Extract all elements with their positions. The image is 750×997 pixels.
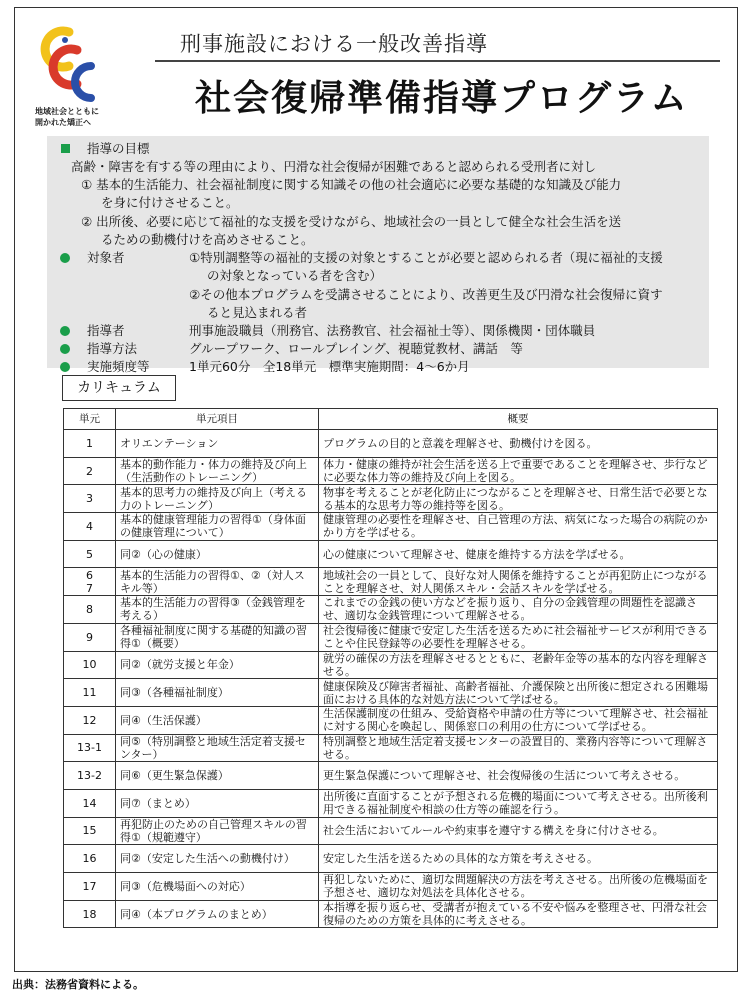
table-row <box>64 873 718 901</box>
item-cell: オリエンテーション <box>116 430 319 458</box>
item-cell: 基本的動作能力・体力の維持及び向上（生活動作のトレーニング） <box>116 457 319 485</box>
table-row <box>64 430 718 458</box>
curriculum-table <box>63 408 718 928</box>
unit-cell: 15 <box>64 817 116 845</box>
square-bullet-icon <box>61 144 70 153</box>
circle-bullet-icon <box>60 253 70 263</box>
source-note: 出典：法務省資料による。 <box>12 978 144 991</box>
item-cell: 基本的健康管理能力の習得①（身体面の健康管理について） <box>116 513 319 541</box>
goal-line: るための動機付けを高めさせること。 <box>101 232 314 247</box>
summary-cell: これまでの金銭の使い方などを振り返り、自分の金銭管理の問題性を認識させ、適切な金銭管理について理解させる。 <box>319 596 718 624</box>
item-cell: 同②（就労支援と年金） <box>116 651 319 679</box>
summary-cell: 更生緊急保護について理解させ、社会復帰後の生活について考えさせる。 <box>319 762 718 790</box>
table-row <box>64 568 718 596</box>
unit-cell: 4 <box>64 513 116 541</box>
item-cell: 同⑥（更生緊急保護） <box>116 762 319 790</box>
summary-cell: 健康管理の必要性を理解させ、自己管理の方法、病気になった場合の病院のかかり方を学ばせる。 <box>319 513 718 541</box>
subtitle-divider <box>155 60 720 62</box>
summary-cell: 心の健康について理解させ、健康を維持する方法を学ばせる。 <box>319 540 718 568</box>
table-row <box>64 845 718 873</box>
goal-line: ② 出所後、必要に応じて福祉的な支援を受けながら、地域社会の一員として健全な社会生活を送 <box>81 214 622 229</box>
item-cell: 同④（生活保護） <box>116 706 319 734</box>
instructor-label: 指導者 <box>87 323 125 338</box>
summary-cell: 社会生活においてルールや約束事を遵守する構えを身に付けさせる。 <box>319 817 718 845</box>
item-cell: 再犯防止のための自己管理スキルの習得①（規範遵守） <box>116 817 319 845</box>
goal-heading: 指導の目標 <box>87 141 150 156</box>
target-line: ①特別調整等の福祉的支援の対象とすることが必要と認められる者（現に福祉的支援 <box>189 250 663 265</box>
curriculum-rows <box>64 430 718 928</box>
unit-cell: 6 7 <box>64 568 116 596</box>
circle-bullet-icon <box>60 362 70 372</box>
document-page <box>14 7 738 972</box>
item-cell: 基本的生活能力の習得③（金銭管理を考える） <box>116 596 319 624</box>
unit-cell: 8 <box>64 596 116 624</box>
target-label: 対象者 <box>87 250 125 265</box>
table-row <box>64 789 718 817</box>
target-line: ②その他本プログラムを受講させることにより、改善更生及び円滑な社会復帰に資す <box>189 287 663 302</box>
goal-line: 高齢・障害を有する等の理由により、円滑な社会復帰が困難であると認められる受刑者に対し <box>71 159 597 174</box>
unit-cell: 10 <box>64 651 116 679</box>
table-row <box>64 623 718 651</box>
table-row <box>64 540 718 568</box>
program-info-panel <box>47 136 709 374</box>
unit-cell: 9 <box>64 623 116 651</box>
table-row <box>64 679 718 707</box>
item-cell: 同②（安定した生活への動機付け） <box>116 845 319 873</box>
item-cell: 同⑤（特別調整と地域生活定着支援センター） <box>116 734 319 762</box>
unit-cell: 3 <box>64 485 116 513</box>
column-header-unit: 単元 <box>64 409 116 430</box>
table-row <box>64 457 718 485</box>
summary-cell: 地域社会の一員として、良好な対人関係を維持することが再犯防止につながることを理解させ、対人関係スキル・会話スキルを学ばせる。 <box>319 568 718 596</box>
table-header-row <box>64 409 718 430</box>
header <box>15 8 737 134</box>
unit-cell: 16 <box>64 845 116 873</box>
unit-cell: 5 <box>64 540 116 568</box>
item-cell: 基本的思考力の維持及び向上（考える力のトレーニング） <box>116 485 319 513</box>
unit-cell: 12 <box>64 706 116 734</box>
curriculum-label: カリキュラム <box>62 375 176 401</box>
logo-caption <box>35 106 135 128</box>
item-cell: 基本的生活能力の習得①、②（対人スキル等） <box>116 568 319 596</box>
target-line: ると見込まれる者 <box>207 305 308 320</box>
summary-cell: プログラムの目的と意義を理解させ、動機付けを図る。 <box>319 430 718 458</box>
unit-cell: 17 <box>64 873 116 901</box>
item-cell: 同②（心の健康） <box>116 540 319 568</box>
table-row <box>64 734 718 762</box>
item-cell: 同③（危機場面への対応） <box>116 873 319 901</box>
table-row <box>64 596 718 624</box>
goal-line: を身に付けさせること。 <box>101 195 239 210</box>
circle-bullet-icon <box>60 344 70 354</box>
unit-cell: 13-2 <box>64 762 116 790</box>
summary-cell: 再犯しないために、適切な問題解決の方法を考えさせる。出所後の危機場面を予想させ、適切な対処法を具体化させる。 <box>319 873 718 901</box>
summary-cell: 特別調整と地域生活定着支援センターの設置目的、業務内容等について理解させる。 <box>319 734 718 762</box>
summary-cell: 出所後に直面することが予想される危機的場面について考えさせる。出所後利用できる福祉制度や相談の仕方等の確認を行う。 <box>319 789 718 817</box>
frequency-value: 1単元60分 全18単元 標準実施期間：4～6か月 <box>189 359 470 374</box>
item-cell: 同⑦（まとめ） <box>116 789 319 817</box>
subtitle: 刑事施設における一般改善指導 <box>180 32 488 56</box>
table-row <box>64 762 718 790</box>
target-line: の対象となっている者を含む） <box>207 268 383 283</box>
item-cell: 同③（各種福祉制度） <box>116 679 319 707</box>
table-row <box>64 513 718 541</box>
goal-line: ① 基本的生活能力、社会福祉制度に関する知識その他の社会適応に必要な基礎的な知識及び能力 <box>81 177 622 192</box>
logo-caption-line: 開かれた矯正へ <box>35 118 91 127</box>
summary-cell: 安定した生活を送るための具体的な方策を考えさせる。 <box>319 845 718 873</box>
logo-caption-line: 地域社会とともに <box>35 107 99 116</box>
unit-cell: 1 <box>64 430 116 458</box>
unit-cell: 14 <box>64 789 116 817</box>
column-header-summary: 概要 <box>319 409 718 430</box>
item-cell: 各種福祉制度に関する基礎的知識の習得①（概要） <box>116 623 319 651</box>
summary-cell: 体力・健康の維持が社会生活を送る上で重要であることを理解させ、歩行などに必要な体力等の維持及び向上を図る。 <box>319 457 718 485</box>
unit-cell: 11 <box>64 679 116 707</box>
unit-cell: 18 <box>64 900 116 928</box>
unit-cell: 2 <box>64 457 116 485</box>
table-row <box>64 485 718 513</box>
method-value: グループワーク、ロールプレイング、視聴覚教材、講話 等 <box>189 341 523 356</box>
table-row <box>64 706 718 734</box>
summary-cell: 物事を考えることが老化防止につながることを理解させ、日常生活で必要となる基本的な思考力等の維持等を図る。 <box>319 485 718 513</box>
circle-bullet-icon <box>60 326 70 336</box>
unit-cell: 13-1 <box>64 734 116 762</box>
frequency-label: 実施頻度等 <box>87 359 150 374</box>
table-row <box>64 817 718 845</box>
correction-logo-icon <box>35 26 115 106</box>
column-header-item: 単元項目 <box>116 409 319 430</box>
instructor-value: 刑事施設職員（刑務官、法務教官、社会福祉士等）、関係機関・団体職員 <box>189 323 596 338</box>
summary-cell: 社会復帰後に健康で安定した生活を送るために社会福祉サービスが利用できることや住民登録等の必要性を理解させる。 <box>319 623 718 651</box>
summary-cell: 健康保険及び障害者福祉、高齢者福祉、介護保険と出所後に想定される困難場面における具体的な対処方法について学ばせる。 <box>319 679 718 707</box>
method-label: 指導方法 <box>87 341 138 356</box>
summary-cell: 就労の確保の方法を理解させるとともに、老齢年金等の基本的な内容を理解させる。 <box>319 651 718 679</box>
table-row <box>64 651 718 679</box>
summary-cell: 生活保護制度の仕組み、受給資格や申請の仕方等について理解させ、社会福祉に対する関心を喚起し、関係窓口の利用の仕方について学ばせる。 <box>319 706 718 734</box>
summary-cell: 本指導を振り返らせ、受講者が抱えている不安や悩みを整理させ、円滑な社会復帰のための方策を具体的に考えさせる。 <box>319 900 718 928</box>
page-title: 社会復帰準備指導プログラム <box>195 78 689 119</box>
item-cell: 同④（本プログラムのまとめ） <box>116 900 319 928</box>
table-row <box>64 900 718 928</box>
